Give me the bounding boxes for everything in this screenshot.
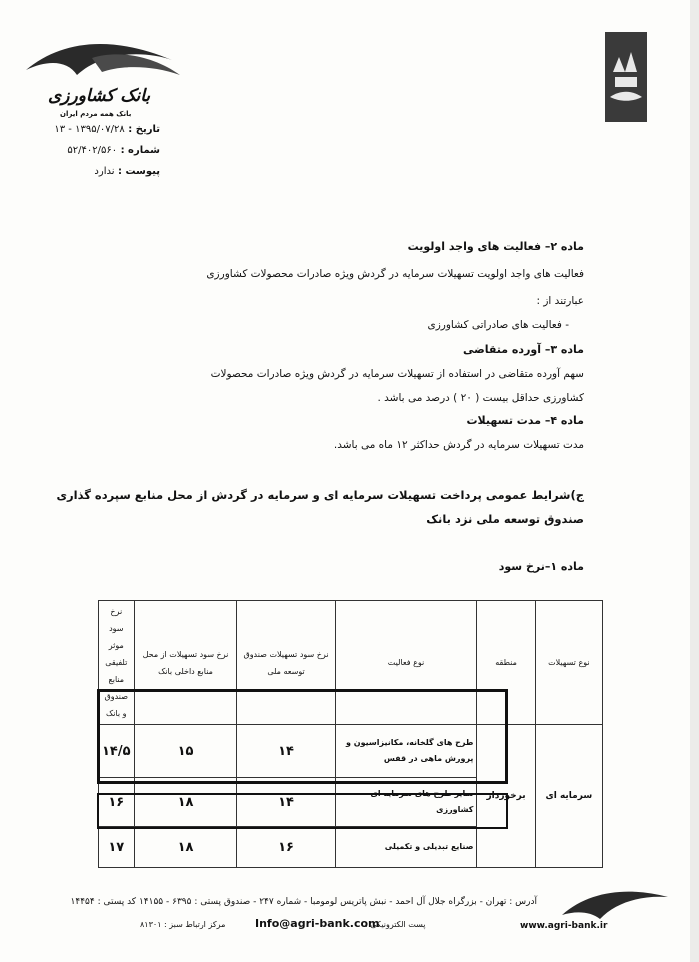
header-facility-type: نوع تسهیلات bbox=[535, 601, 602, 725]
effective-rate-cell: ۱۷ bbox=[99, 827, 135, 868]
article-1-title: ماده ۱–نرخ سود bbox=[498, 560, 584, 573]
footer-address: آدرس : تهران - بزرگراه جلال آل احمد - نبش پاتریس لومومبا - شماره ۲۴۷ - صندوق پستی : ۶۳۹۵ - ۱۴۱۵۵ کد پستی : ۱۴۴۵۴ bbox=[70, 897, 537, 907]
region-cell: برخوردار bbox=[477, 725, 535, 868]
article-4-text: مدت تسهیلات سرمایه در گردش حداکثر ۱۲ ماه می باشد. bbox=[333, 439, 584, 451]
fund-rate-cell: ۱۶ bbox=[237, 827, 335, 868]
article-2-title: ماده ۲– فعالیت های واجد اولویت bbox=[407, 240, 584, 253]
header-region: منطقه bbox=[477, 601, 535, 725]
footer-website: www.agri-bank.ir bbox=[520, 921, 608, 931]
article-3-text: سهم آورده متقاضی در استفاده از تسهیلات سرمایه در گردش ویژه صادرات محصولات bbox=[210, 368, 584, 380]
article-2-item: - فعالیت های صادراتی کشاورزی bbox=[427, 319, 569, 331]
fund-rate-cell: ۱۴ bbox=[237, 778, 335, 827]
article-3-title: ماده ۳– آورده متقاضی bbox=[463, 343, 584, 356]
interest-rates-table bbox=[98, 600, 603, 868]
attachment-value: ندارد bbox=[94, 166, 115, 177]
table-row bbox=[99, 725, 603, 778]
facility-type-cell: سرمایه ای bbox=[535, 725, 602, 868]
fund-rate-cell: ۱۴ bbox=[237, 725, 335, 778]
letter-date bbox=[20, 124, 160, 135]
table-header-row bbox=[99, 601, 603, 725]
activity-cell: صنایع تبدیلی و تکمیلی bbox=[335, 827, 477, 868]
attachment-label: پیوست : bbox=[117, 166, 160, 177]
effective-rate-cell: ۱۶ bbox=[99, 778, 135, 827]
scan-edge bbox=[690, 0, 699, 962]
section-c-title: ج)شرایط عمومی پرداخت تسهیلات سرمایه ای و سرمایه در گردش از محل منابع سپرده گذاری bbox=[56, 488, 584, 502]
activity-cell: طرح های گلخانه، مکانیزاسیون و پرورش ماهی در قفس bbox=[335, 725, 477, 778]
article-4-title: ماده ۴– مدت تسهیلات bbox=[466, 414, 584, 427]
number-value: ۵۲/۴۰۲/۵۶۰ bbox=[67, 145, 118, 156]
bank-rate-cell: ۱۵ bbox=[134, 725, 237, 778]
letter-number bbox=[20, 145, 160, 156]
activity-cell: سایر طرح های سرمایه ای کشاورزی bbox=[335, 778, 477, 827]
date-label: تاریخ : bbox=[128, 124, 160, 135]
number-label: شماره : bbox=[120, 145, 160, 156]
header-bank-rate: نرخ سود تسهیلات از محل منابع داخلی بانک bbox=[134, 601, 237, 725]
header-effective-rate: نرخ سود موثر تلفیقی منابع صندوق و بانک bbox=[99, 601, 135, 725]
date-value: ۱۳۹۵/۰۷/۲۸ - ۱۳ bbox=[54, 124, 125, 135]
bank-slogan: بانک همه مردم ایران bbox=[60, 110, 132, 118]
section-c-title-cont: صندوق توسعه ملی نزد بانک bbox=[426, 512, 584, 526]
bank-rate-cell: ۱۸ bbox=[134, 778, 237, 827]
article-2-text-cont: عبارتند از : bbox=[536, 295, 584, 307]
article-3-text-cont: کشاورزی حداقل بیست ( ۲۰ ) درصد می باشد . bbox=[377, 392, 584, 404]
bank-emblem-icon bbox=[605, 32, 647, 122]
bank-rate-cell: ۱۸ bbox=[134, 827, 237, 868]
bank-name: بانک کشاورزی bbox=[48, 86, 151, 106]
header-fund-rate: نرخ سود تسهیلات صندوق توسعه ملی bbox=[237, 601, 335, 725]
letter-attachment bbox=[20, 166, 160, 177]
footer-email: Info@agri-bank.com bbox=[255, 917, 380, 930]
effective-rate-cell: ۱۴/۵ bbox=[99, 725, 135, 778]
footer-phone: مرکز ارتباط سبز : ۸۱۳۰۱ bbox=[140, 920, 226, 929]
header-activity: نوع فعالیت bbox=[335, 601, 477, 725]
footer-email-label: پست الکترونیکی : bbox=[365, 920, 426, 929]
article-2-text: فعالیت های واجد اولویت تسهیلات سرمایه در گردش ویژه صادرات محصولات کشاورزی bbox=[206, 268, 584, 280]
